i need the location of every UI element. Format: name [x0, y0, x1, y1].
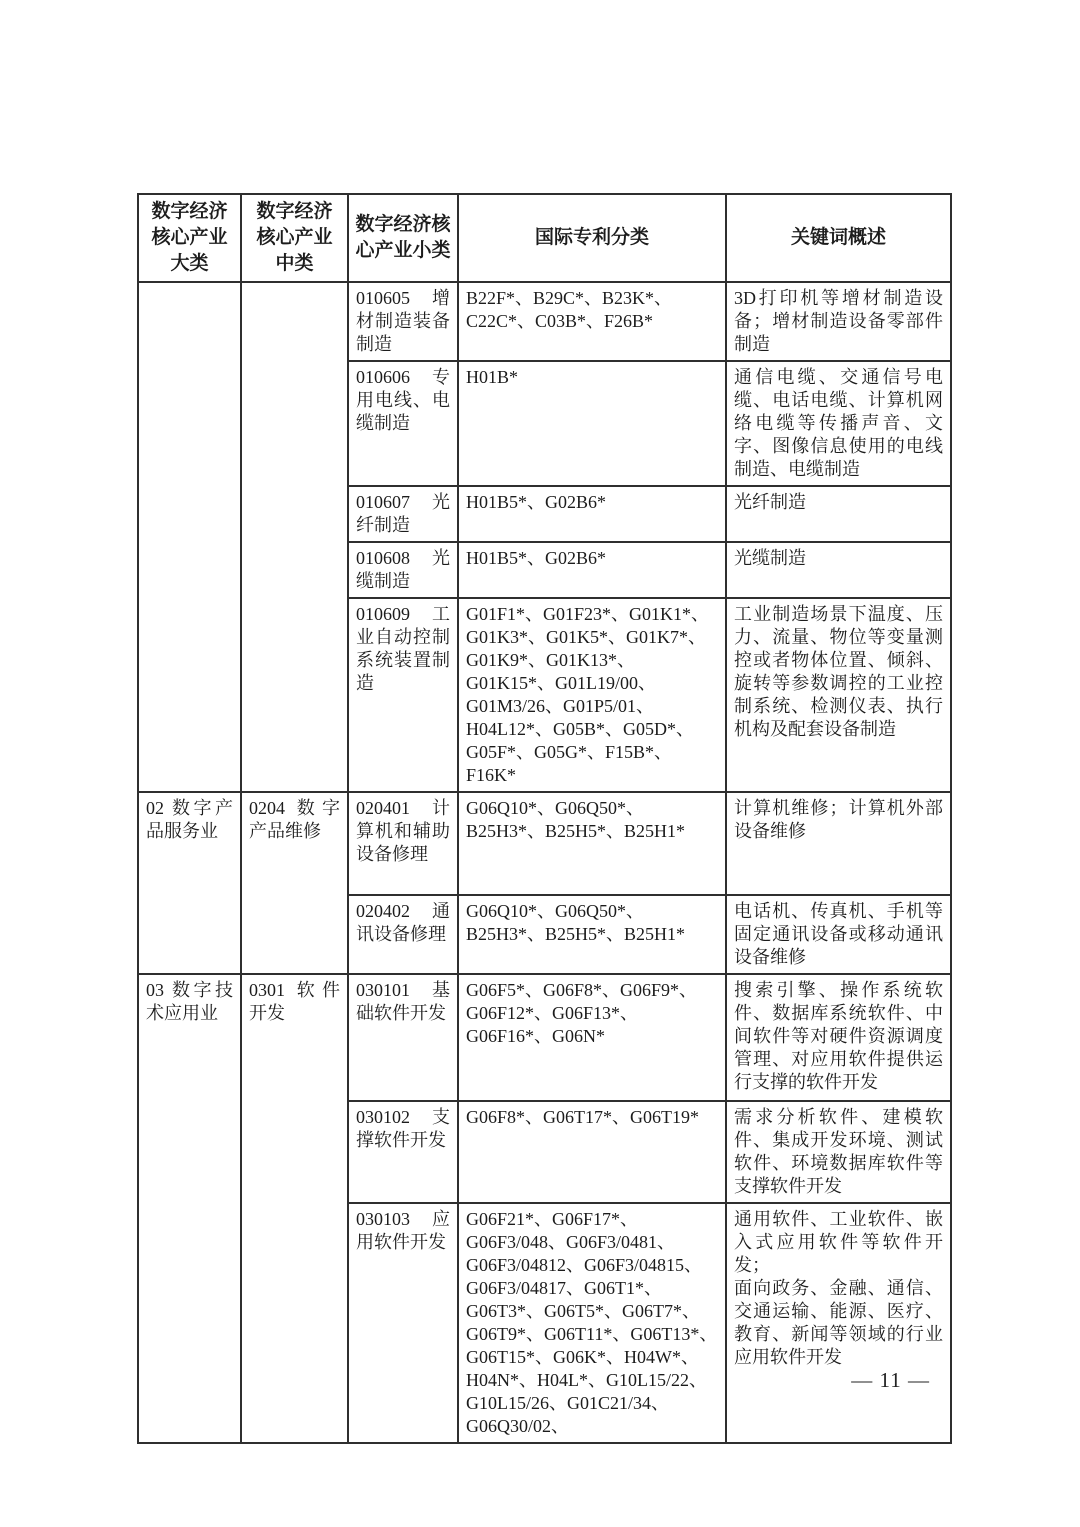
cell-keywords: [726, 282, 951, 361]
cell-minor-category: 030102 支撑软件开发: [348, 1101, 458, 1203]
table-row: [138, 792, 951, 895]
cell-ipc-codes: B22F*、B29C*、B23K*、C22C*、C03B*、F26B*: [458, 282, 726, 361]
patent-classification-table: [137, 193, 952, 1444]
keywords-paragraph: 光缆制造: [734, 548, 806, 568]
keywords-paragraph: 3D打印机等增材制造设备；增材制造设备零部件制造: [734, 288, 943, 354]
table-row: [138, 974, 951, 1101]
cell-ipc-codes: G06F8*、G06T17*、G06T19*: [458, 1101, 726, 1203]
cell-minor-category: 010606 专用电线、电缆制造: [348, 361, 458, 486]
cell-minor-category: 020402 通讯设备修理: [348, 895, 458, 974]
keywords-paragraph: 计算机维修；计算机外部设备维修: [734, 798, 943, 841]
cell-ipc-codes: H01B5*、G02B6*: [458, 542, 726, 598]
keywords-paragraph: 工业制造场景下温度、压力、流量、物位等变量测控或者物体位置、倾斜、旋转等参数调控的工业控制系统、检测仪表、执行机构及配套设备制造: [734, 604, 943, 739]
col-header-ipc: 国际专利分类: [458, 194, 726, 282]
table-row: [138, 282, 951, 361]
page-number: — 11 —: [851, 1368, 930, 1392]
cell-keywords: [726, 486, 951, 542]
cell-ipc-codes: H01B*: [458, 361, 726, 486]
keywords-paragraph: 面向政务、金融、通信、交通运输、能源、医疗、教育、新闻等领域的行业应用软件开发: [734, 1278, 943, 1367]
cell-keywords: [726, 542, 951, 598]
cell-keywords: [726, 974, 951, 1101]
cell-keywords: [726, 895, 951, 974]
keywords-paragraph: 电话机、传真机、手机等固定通讯设备或移动通讯设备维修: [734, 901, 943, 967]
cell-ipc-codes: G06Q10*、G06Q50*、B25H3*、B25H5*、B25H1*: [458, 895, 726, 974]
cell-ipc-codes: G01F1*、G01F23*、G01K1*、G01K3*、G01K5*、G01K7*、G01K9*、G01K13*、G01K15*、G01L19/00、G01M3/26、G01P5/01、H04L12*、G05B*、G05D*、G05F*、G05G*、F15B*、F16K*: [458, 598, 726, 792]
cell-keywords: [726, 792, 951, 895]
cell-ipc-codes: G06Q10*、G06Q50*、B25H3*、B25H5*、B25H1*: [458, 792, 726, 895]
cell-keywords: [726, 1203, 951, 1443]
col-header-major-category: 数字经济核心产业大类: [138, 194, 241, 282]
cell-ipc-codes: G06F21*、G06F17*、G06F3/048、G06F3/0481、G06F3/04812、G06F3/04815、G06F3/04817、G06T1*、G06T3*、G06T5*、G06T7*、G06T9*、G06T11*、G06T13*、G06T15*、G06K*、H04W*、H04N*、H04L*、G10L15/22、G10L15/26、G01C21/34、G06Q30/02、: [458, 1203, 726, 1443]
keywords-paragraph: 通信电缆、交通信号电缆、电话电缆、计算机网络电缆等传播声音、文字、图像信息使用的电线制造、电缆制造: [734, 367, 943, 479]
cell-minor-category: 010609 工业自动控制系统装置制造: [348, 598, 458, 792]
keywords-paragraph: 搜索引擎、操作系统软件、数据库系统软件、中间软件等对硬件资源调度管理、对应用软件提供运行支撑的软件开发: [734, 980, 943, 1092]
cell-keywords: [726, 598, 951, 792]
cell-major-category: 03 数字技术应用业: [138, 974, 241, 1443]
cell-major-category: [138, 282, 241, 792]
cell-major-category: 02 数字产品服务业: [138, 792, 241, 974]
cell-minor-category: 010608 光缆制造: [348, 542, 458, 598]
cell-minor-category: 020401 计算机和辅助设备修理: [348, 792, 458, 895]
cell-minor-category: 030103 应用软件开发: [348, 1203, 458, 1443]
cell-keywords: [726, 361, 951, 486]
keywords-paragraph: 通用软件、工业软件、嵌入式应用软件等软件开发；: [734, 1209, 943, 1275]
col-header-middle-category: 数字经济核心产业中类: [241, 194, 348, 282]
cell-ipc-codes: H01B5*、G02B6*: [458, 486, 726, 542]
cell-middle-category: 0301 软件开发: [241, 974, 348, 1443]
table-header-row: [138, 194, 951, 282]
col-header-minor-category: 数字经济核心产业小类: [348, 194, 458, 282]
keywords-paragraph: 需求分析软件、建模软件、集成开发环境、测试软件、环境数据库软件等支撑软件开发: [734, 1107, 943, 1196]
cell-minor-category: 010605 增材制造装备制造: [348, 282, 458, 361]
cell-middle-category: 0204 数字产品维修: [241, 792, 348, 974]
col-header-keywords: 关键词概述: [726, 194, 951, 282]
keywords-paragraph: 光纤制造: [734, 492, 806, 512]
cell-keywords: [726, 1101, 951, 1203]
cell-minor-category: 010607 光纤制造: [348, 486, 458, 542]
cell-ipc-codes: G06F5*、G06F8*、G06F9*、G06F12*、G06F13*、G06F16*、G06N*: [458, 974, 726, 1101]
cell-minor-category: 030101 基础软件开发: [348, 974, 458, 1101]
cell-middle-category: [241, 282, 348, 792]
